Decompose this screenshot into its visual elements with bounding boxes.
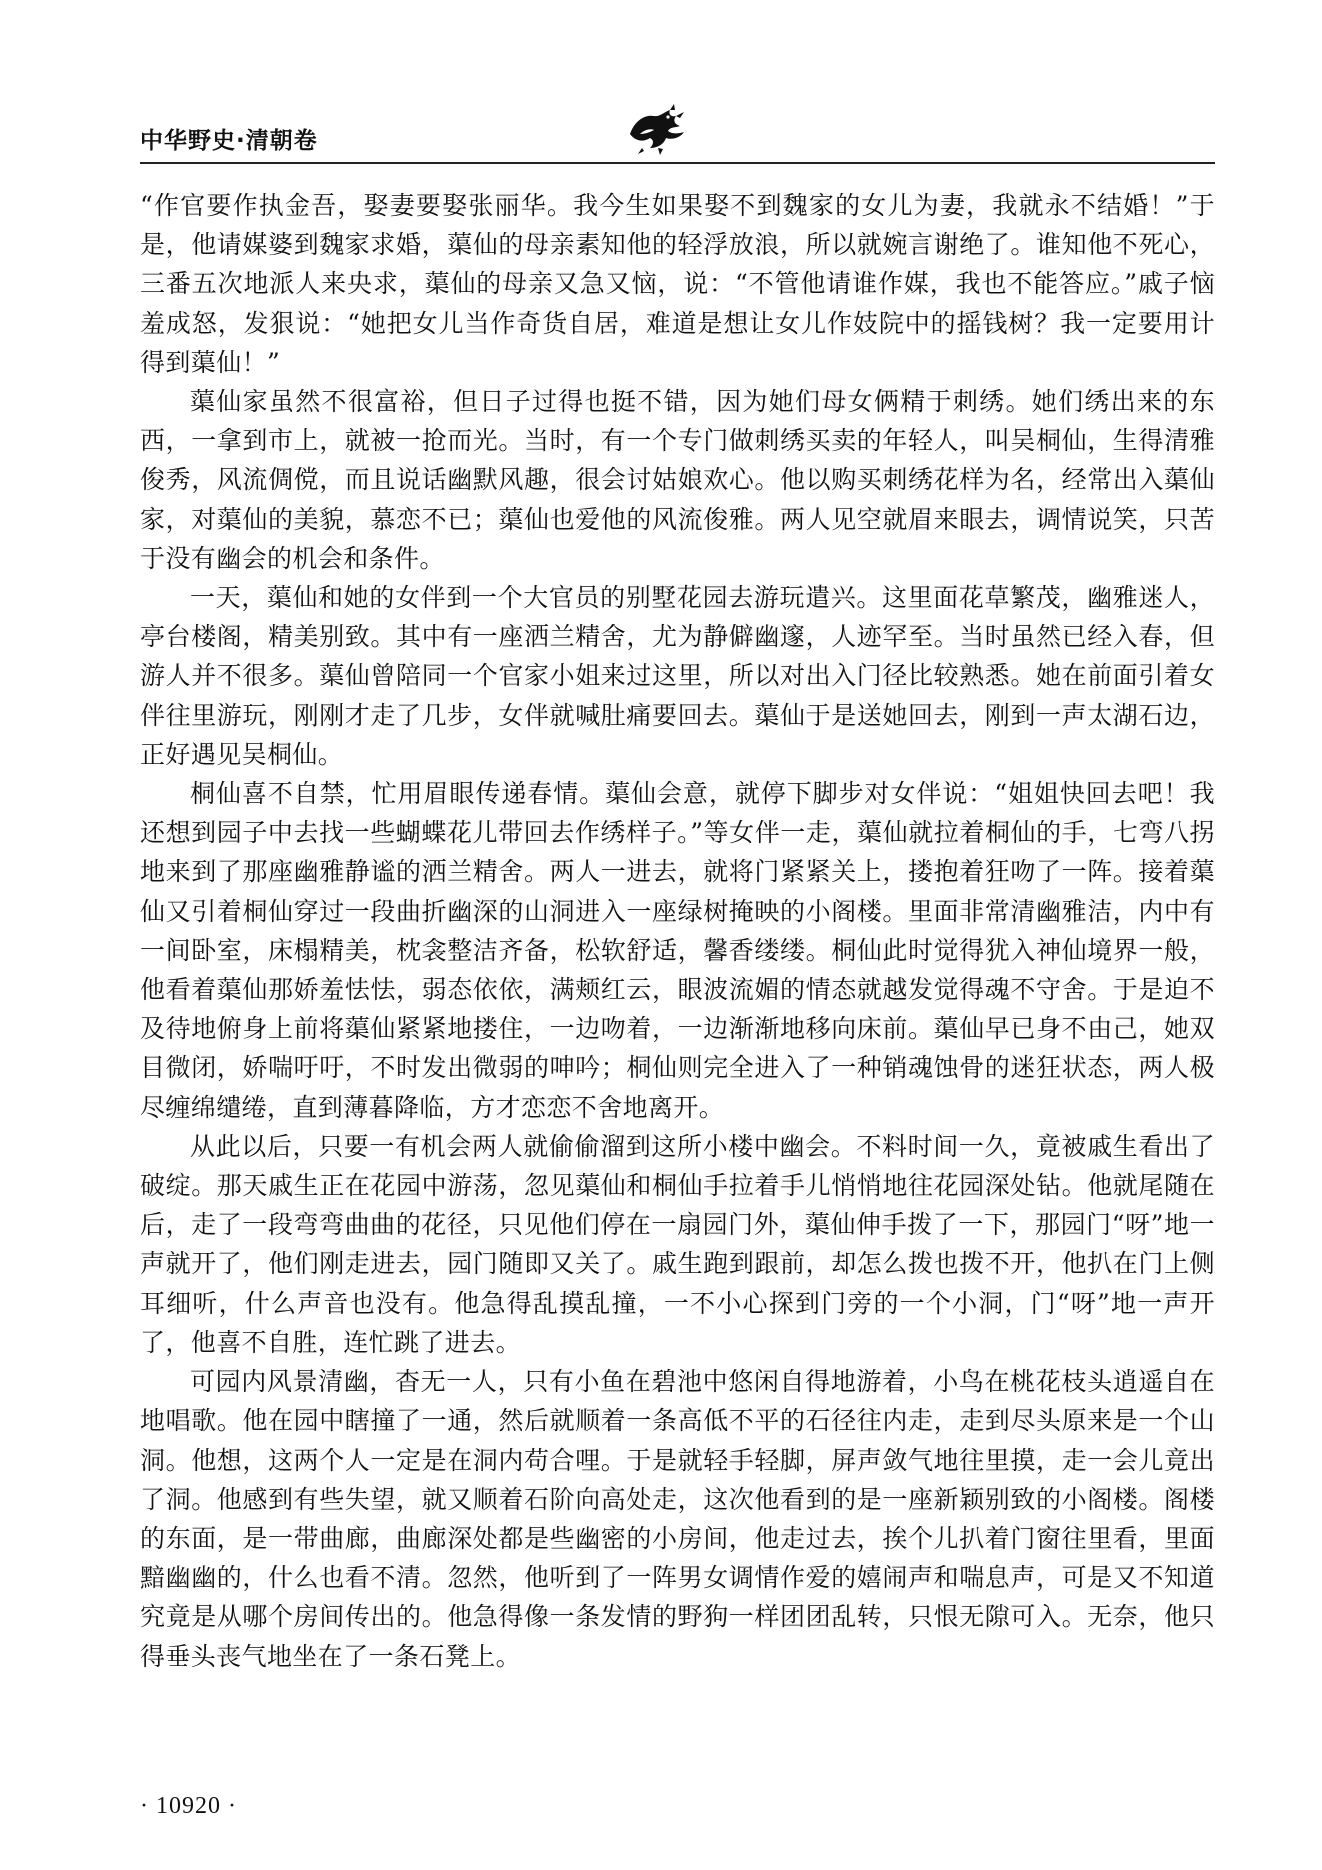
body-text [140, 186, 1215, 1676]
paragraph: “作官要作执金吾，娶妻要娶张丽华。我今生如果娶不到魏家的女儿为妻，我就永不结婚！”于是，他请媒婆到魏家求婚，蕖仙的母亲素知他的轻浮放浪，所以就婉言谢绝了。谁知他不死心，三番五次地派人来央求，蕖仙的母亲又急又恼，说：“不管他请谁作媒，我也不能答应。”戚子恼羞成怒，发狠说：“她把女儿当作奇货自居，难道是想让女儿作妓院中的摇钱树？我一定要用计得到蕖仙！” [140, 191, 1215, 377]
header-rule [140, 162, 1215, 164]
paragraph: 可园内风景清幽，杳无一人，只有小鱼在碧池中悠闲自得地游着，小鸟在桃花枝头逍遥自在地唱歌。他在园中瞎撞了一通，然后就顺着一条高低不平的石径往内走，走到尽头原来是一个山洞。他想，这两个人一定是在洞内苟合哩。于是就轻手轻脚，屏声敛气地往里摸，走一会儿竟出了洞。他感到有些失望，就又顺着石阶向高处走，这次他看到的是一座新颖别致的小阁楼。阁楼的东面，是一带曲廊，曲廊深处都是些幽密的小房间，他走过去，挨个儿扒着门窗往里看，里面黯幽幽的，什么也看不清。忽然，他听到了一阵男女调情作爱的嬉闹声和喘息声，可是又不知道究竟是从哪个房间传出的。他急得像一条发情的野狗一样团团乱转，只恨无隙可入。无奈，他只得垂头丧气地坐在了一条石凳上。 [140, 1367, 1215, 1671]
book-title: 中华野史·清朝卷 [140, 128, 318, 154]
paragraph: 一天，蕖仙和她的女伴到一个大官员的别墅花园去游玩遣兴。这里面花草繁茂，幽雅迷人，亭台楼阁，精美别致。其中有一座洒兰精舍，尤为静僻幽邃，人迹罕至。当时虽然已经入春，但游人并不很多。蕖仙曾陪同一个官家小姐来过这里，所以对出入门径比较熟悉。她在前面引着女伴往里游玩，刚刚才走了几步，女伴就喊肚痛要回去。蕖仙于是送她回去，刚到一声太湖石边，正好遇见吴桐仙。 [140, 583, 1215, 769]
dragon-emblem-icon [624, 104, 690, 156]
running-header [140, 116, 1215, 162]
paragraph: 桐仙喜不自禁，忙用眉眼传递春情。蕖仙会意，就停下脚步对女伴说：“姐姐快回去吧！我还想到园子中去找一些蝴蝶花儿带回去作绣样子。”等女伴一走，蕖仙就拉着桐仙的手，七弯八拐地来到了那座幽雅静谧的洒兰精舍。两人一进去，就将门紧紧关上，搂抱着狂吻了一阵。接着蕖仙又引着桐仙穿过一段曲折幽深的山洞进入一座绿树掩映的小阁楼。里面非常清幽雅洁，内中有一间卧室，床榻精美，枕衾整洁齐备，松软舒适，馨香缕缕。桐仙此时觉得犹入神仙境界一般，他看着蕖仙那娇羞怯怯，弱态依依，满颊红云，眼波流媚的情态就越发觉得魂不守舍。于是迫不及待地俯身上前将蕖仙紧紧地搂住，一边吻着，一边渐渐地移向床前。蕖仙早已身不由己，她双目微闭，娇喘吁吁，不时发出微弱的呻吟；桐仙则完全进入了一种销魂蚀骨的迷狂状态，两人极尽缠绵缱绻，直到薄暮降临，方才恋恋不舍地离开。 [140, 779, 1215, 1122]
paragraph: 从此以后，只要一有机会两人就偷偷溜到这所小楼中幽会。不料时间一久，竟被戚生看出了破绽。那天戚生正在花园中游荡，忽见蕖仙和桐仙手拉着手儿悄悄地往花园深处钻。他就尾随在后，走了一段弯弯曲曲的花径，只见他们停在一扇园门外，蕖仙伸手拨了一下，那园门“呀”地一声就开了，他们刚走进去，园门随即又关了。戚生跑到跟前，却怎么拨也拨不开，他扒在门上侧耳细听，什么声音也没有。他急得乱摸乱撞，一不小心探到门旁的一个小洞，门“呀”地一声开了，他喜不自胜，连忙跳了进去。 [140, 1131, 1215, 1357]
paragraph: 蕖仙家虽然不很富裕，但日子过得也挺不错，因为她们母女俩精于刺绣。她们绣出来的东西，一拿到市上，就被一抢而光。当时，有一个专门做刺绣买卖的年轻人，叫吴桐仙，生得清雅俊秀，风流倜傥，而且说话幽默风趣，很会讨姑娘欢心。他以购买刺绣花样为名，经常出入蕖仙家，对蕖仙的美貌，慕恋不已；蕖仙也爱他的风流俊雅。两人见空就眉来眼去，调情说笑，只苦于没有幽会的机会和条件。 [140, 387, 1215, 573]
page-number: · 10920 · [140, 1793, 237, 1819]
